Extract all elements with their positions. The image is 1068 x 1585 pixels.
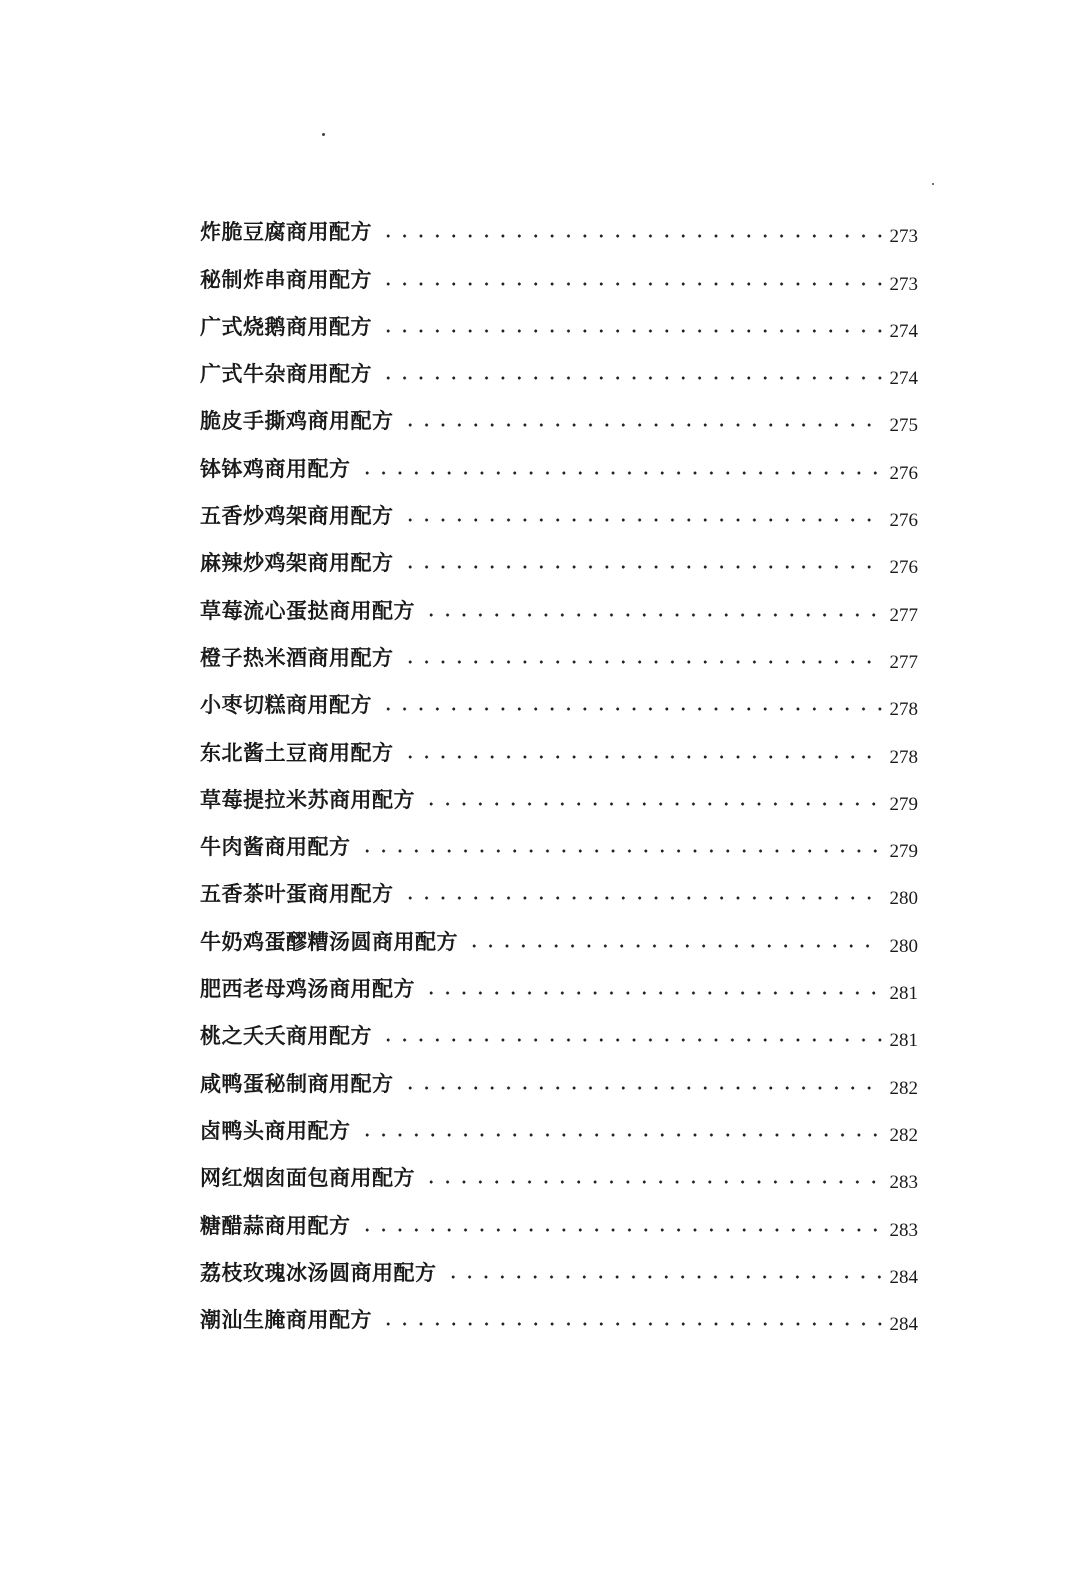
toc-entry[interactable]: [200, 1244, 918, 1291]
dot-leader: [402, 896, 882, 900]
dot-leader: [380, 707, 882, 711]
dot-leader: [423, 1180, 882, 1184]
toc-entry[interactable]: [200, 676, 918, 723]
toc-entry-title: 钵钵鸡商用配方: [200, 455, 351, 481]
toc-entry[interactable]: [200, 912, 918, 959]
toc-entry-title: 卤鸭头商用配方: [200, 1117, 351, 1143]
toc-entry-title: 小枣切糕商用配方: [200, 692, 372, 718]
toc-entry-title: 麻辣炒鸡架商用配方: [200, 550, 394, 576]
scan-speck: [322, 133, 325, 136]
toc-entry-title: 潮汕生腌商用配方: [200, 1307, 372, 1333]
toc-entry-page-number: 283: [889, 1219, 918, 1241]
toc-entry[interactable]: [200, 1291, 918, 1338]
scan-speck: [932, 183, 934, 185]
dot-leader: [402, 755, 882, 759]
toc-entry-page-number: 278: [889, 746, 918, 768]
dot-leader: [402, 1086, 882, 1090]
dot-leader: [359, 1133, 882, 1137]
toc-entry-page-number: 277: [889, 651, 918, 673]
dot-leader: [380, 1038, 882, 1042]
dot-leader: [380, 1322, 882, 1326]
toc-entry-page-number: 278: [889, 699, 918, 721]
dot-leader: [423, 991, 882, 995]
toc-entry-title: 五香炒鸡架商用配方: [200, 503, 394, 529]
dot-leader: [402, 518, 882, 522]
toc-entry-title: 糖醋蒜商用配方: [200, 1212, 351, 1238]
toc-entry-title: 咸鸭蛋秘制商用配方: [200, 1070, 394, 1096]
dot-leader: [402, 660, 882, 664]
toc-entry[interactable]: [200, 1196, 918, 1243]
toc-entry[interactable]: [200, 771, 918, 818]
toc-entry-title: 脆皮手撕鸡商用配方: [200, 408, 394, 434]
toc-entry-page-number: 275: [889, 415, 918, 437]
toc-entry-page-number: 279: [889, 841, 918, 863]
toc-entry-page-number: 277: [889, 604, 918, 626]
toc-entry[interactable]: [200, 1102, 918, 1149]
toc-entry-title: 橙子热米酒商用配方: [200, 644, 394, 670]
toc-entry[interactable]: [200, 298, 918, 345]
toc-entry-title: 炸脆豆腐商用配方: [200, 219, 372, 245]
dot-leader: [359, 1228, 882, 1232]
toc-entry-page-number: 276: [889, 510, 918, 532]
toc-entry-page-number: 273: [889, 273, 918, 295]
toc-entry[interactable]: [200, 1054, 918, 1101]
toc-entry-title: 广式牛杂商用配方: [200, 361, 372, 387]
toc-entry-title: 牛肉酱商用配方: [200, 834, 351, 860]
toc-entry-title: 草莓提拉米苏商用配方: [200, 786, 415, 812]
toc-entry-title: 五香茶叶蛋商用配方: [200, 881, 394, 907]
dot-leader: [380, 376, 882, 380]
toc-entry-title: 网红烟囱面包商用配方: [200, 1165, 415, 1191]
toc-entry-page-number: 284: [889, 1266, 918, 1288]
toc-entry-title: 牛奶鸡蛋醪糟汤圆商用配方: [200, 928, 458, 954]
toc-entry-title: 广式烧鹅商用配方: [200, 313, 372, 339]
toc-entry-title: 秘制炸串商用配方: [200, 266, 372, 292]
toc-entry-page-number: 274: [889, 368, 918, 390]
toc-entry-title: 荔枝玫瑰冰汤圆商用配方: [200, 1259, 437, 1285]
toc-entry-page-number: 279: [889, 793, 918, 815]
toc-entry[interactable]: [200, 203, 918, 250]
toc-entry-page-number: 284: [889, 1314, 918, 1336]
toc-entry-title: 桃之夭夭商用配方: [200, 1023, 372, 1049]
dot-leader: [380, 282, 882, 286]
toc-entry[interactable]: [200, 818, 918, 865]
toc-entry-page-number: 280: [889, 935, 918, 957]
table-of-contents: [200, 203, 918, 1338]
toc-entry-page-number: 274: [889, 320, 918, 342]
dot-leader: [380, 234, 882, 238]
toc-entry-page-number: 281: [889, 1030, 918, 1052]
toc-entry[interactable]: [200, 250, 918, 297]
toc-entry-title: 东北酱土豆商用配方: [200, 739, 394, 765]
dot-leader: [359, 849, 882, 853]
toc-entry-page-number: 276: [889, 462, 918, 484]
toc-entry-page-number: 283: [889, 1172, 918, 1194]
toc-entry-page-number: 282: [889, 1124, 918, 1146]
toc-entry[interactable]: [200, 534, 918, 581]
toc-entry-page-number: 273: [889, 226, 918, 248]
toc-entry[interactable]: [200, 439, 918, 486]
toc-entry-page-number: 281: [889, 983, 918, 1005]
toc-entry[interactable]: [200, 960, 918, 1007]
dot-leader: [445, 1275, 882, 1279]
toc-entry[interactable]: [200, 723, 918, 770]
dot-leader: [423, 613, 882, 617]
toc-entry[interactable]: [200, 345, 918, 392]
dot-leader: [380, 329, 882, 333]
toc-entry-title: 肥西老母鸡汤商用配方: [200, 976, 415, 1002]
toc-entry[interactable]: [200, 392, 918, 439]
toc-entry[interactable]: [200, 1149, 918, 1196]
toc-entry[interactable]: [200, 865, 918, 912]
dot-leader: [402, 423, 882, 427]
dot-leader: [466, 944, 882, 948]
dot-leader: [423, 802, 882, 806]
toc-entry-page-number: 282: [889, 1077, 918, 1099]
toc-entry[interactable]: [200, 1007, 918, 1054]
toc-entry-page-number: 280: [889, 888, 918, 910]
toc-entry-title: 草莓流心蛋挞商用配方: [200, 597, 415, 623]
toc-entry[interactable]: [200, 487, 918, 534]
dot-leader: [359, 471, 882, 475]
toc-entry[interactable]: [200, 581, 918, 628]
dot-leader: [402, 565, 882, 569]
toc-entry[interactable]: [200, 629, 918, 676]
toc-entry-page-number: 276: [889, 557, 918, 579]
